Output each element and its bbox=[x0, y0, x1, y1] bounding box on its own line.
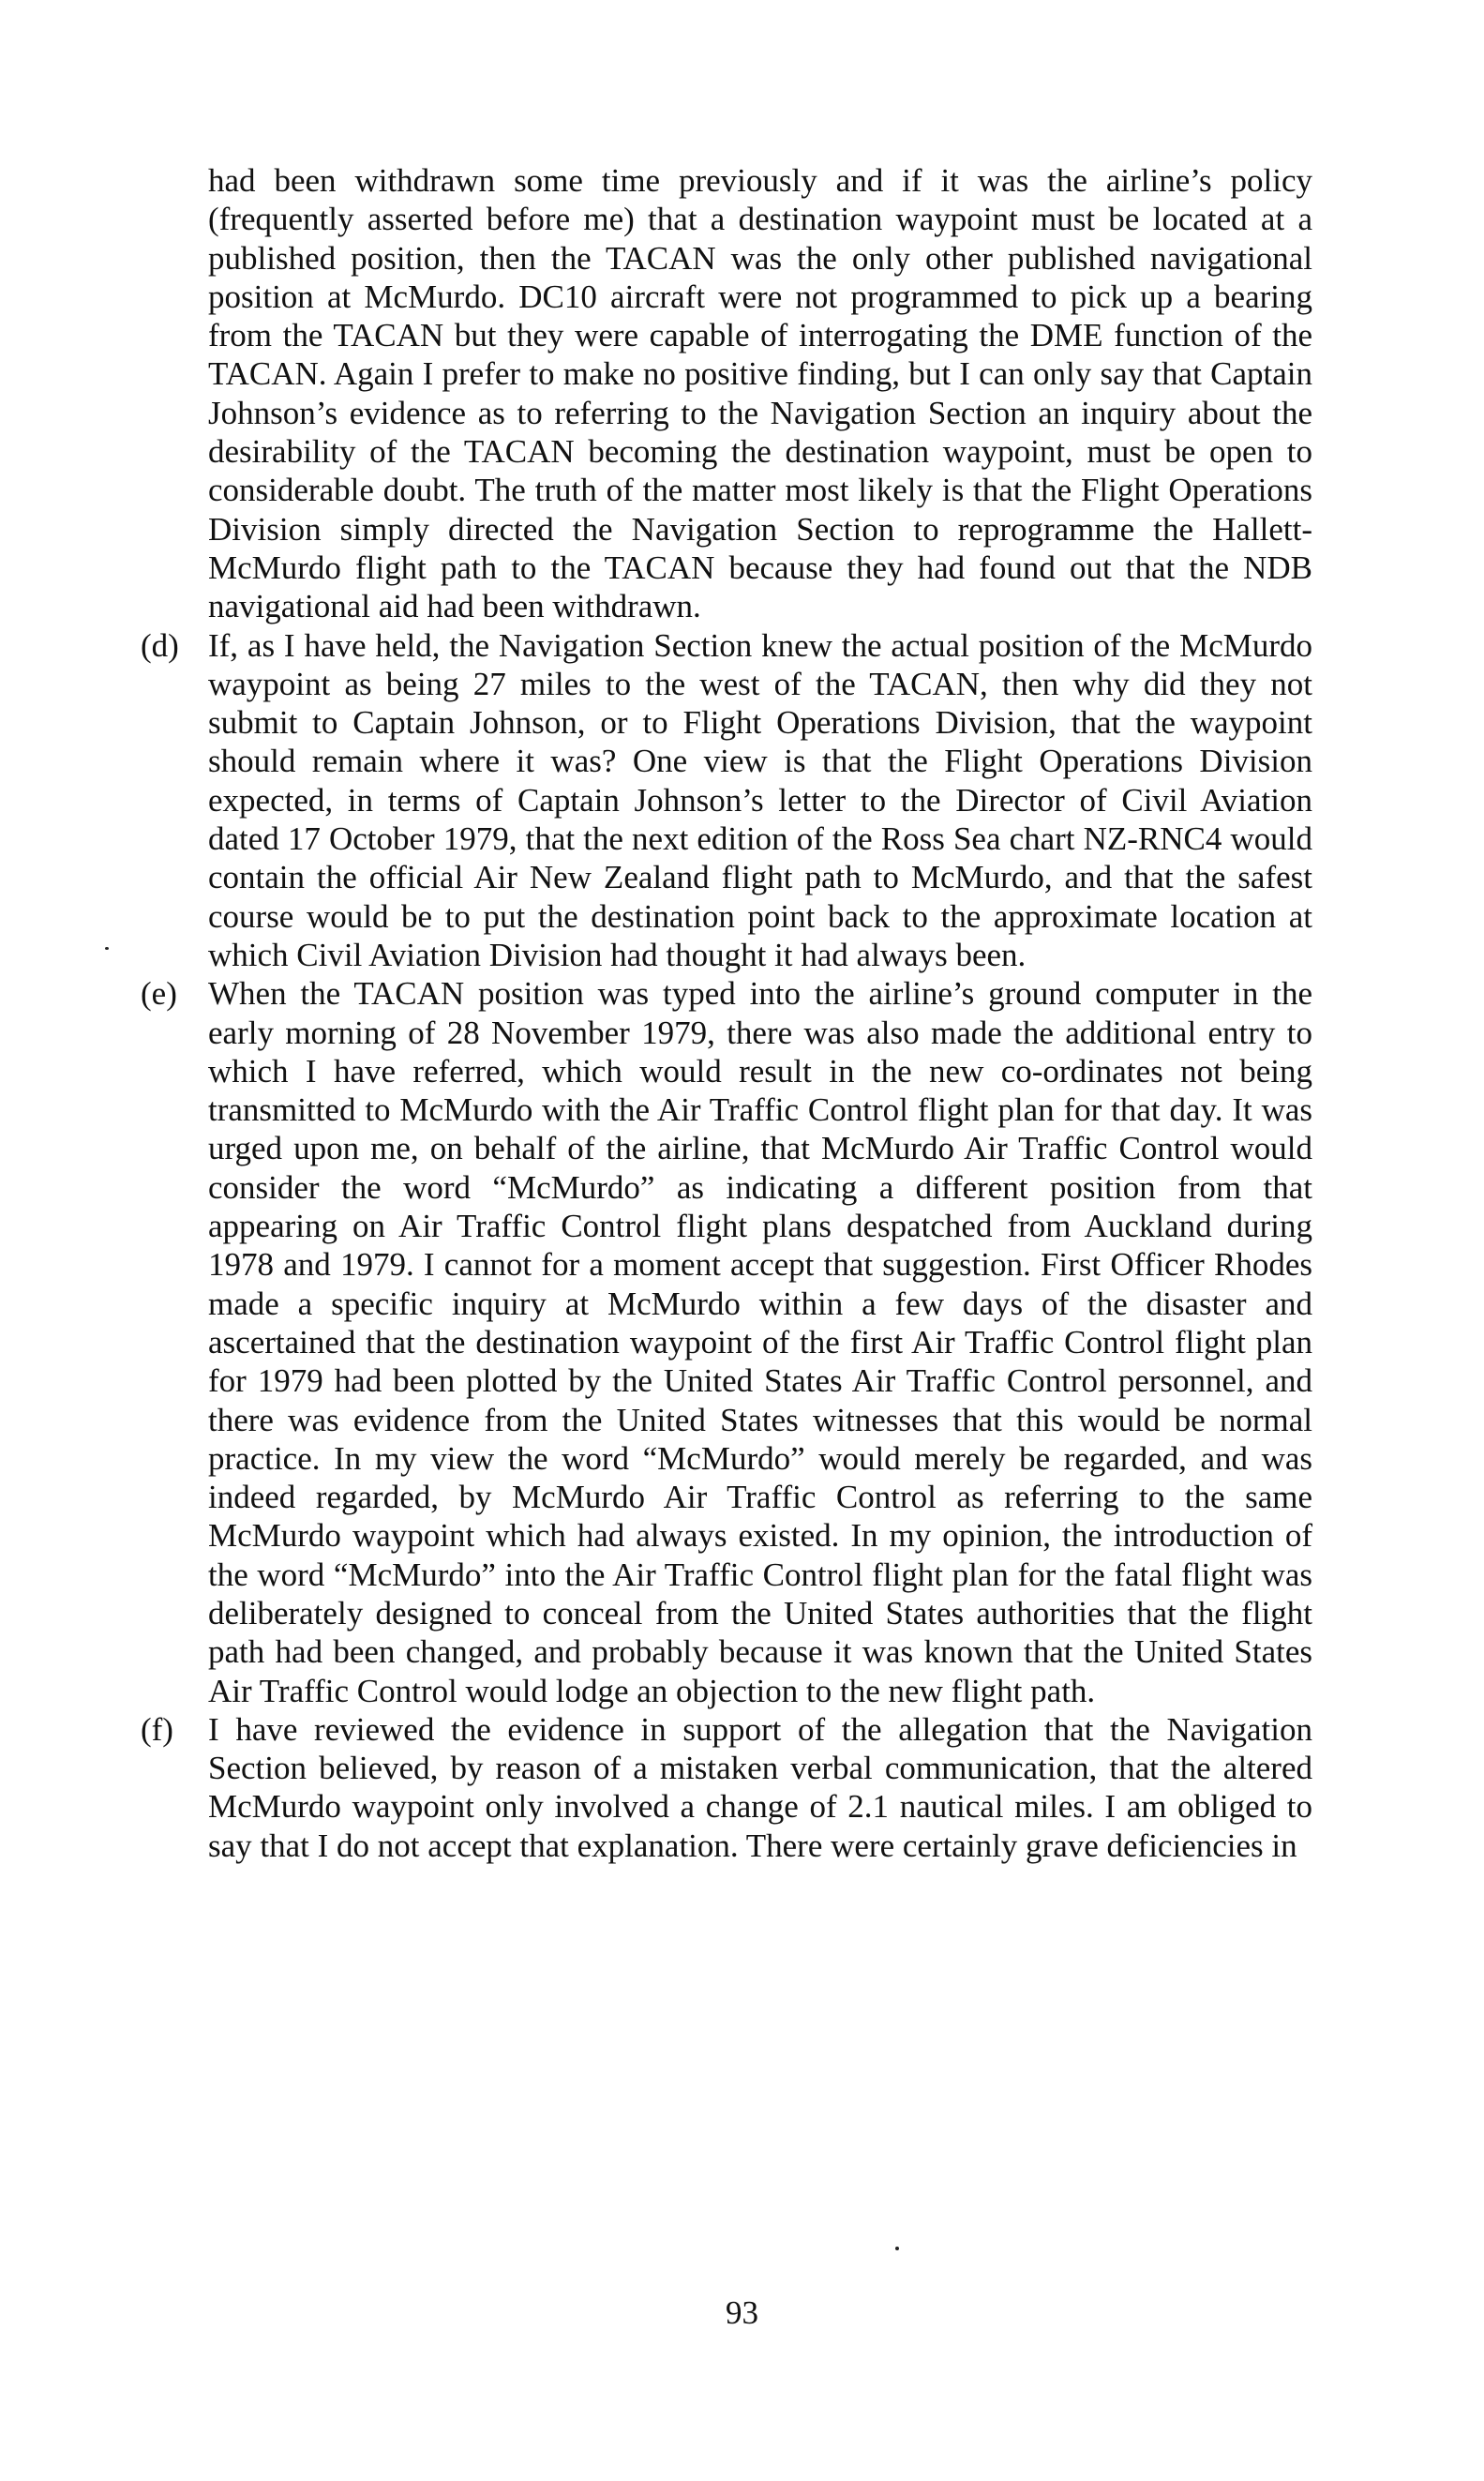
item-text: When the TACAN position was typed into the airline’s ground computer in the early morning of 28 November 1979, there was also made the additional entry to which I have referred, which would result in the new co-ordinates not being transmitted to McMurdo with the Air Traffic Control flight plan for that day. It was urged upon me, on behalf of the airline, that McMurdo Air Traffic Control would consider the word “McMurdo” as indicating a different position from that appearing on Air Traffic Control flight plans despatched from Auckland during 1978 and 1979. I cannot for a moment accept that suggestion. First Officer Rhodes made a specific inquiry at McMurdo within a few days of the disaster and ascertained that the destination waypoint of the first Air Traffic Control flight plan for 1979 had been plotted by the United States Air Traffic Control personnel, and there was evidence from the United States witnesses that this would be normal practice. In my view the word “McMurdo” would merely be regarded, and was indeed regarded, by McMurdo Air Traffic Control as referring to the same McMurdo waypoint which had always existed. In my opinion, the introduction of the word “McMurdo” into the Air Traffic Control flight plan for the fatal flight was deliberately designed to conceal from the United States authorities that the flight path had been changed, and probably because it was known that the United States Air Traffic Control would lodge an objection to the new flight path. bbox=[208, 975, 1312, 1709]
list-item-e bbox=[141, 974, 1312, 1710]
item-label: (e) bbox=[141, 975, 177, 1013]
list-item-f bbox=[141, 1710, 1312, 1865]
body-text bbox=[141, 161, 1312, 1865]
item-text: I have reviewed the evidence in support of the allegation that the Navigation Section believed, by reason of a mistaken verbal communication, that the altered McMurdo waypoint only involved a change of 2.1 nautical miles. I am obliged to say that I do not accept that explanation. There were certainly grave deficiencies in bbox=[208, 1710, 1312, 1864]
list-item-d bbox=[141, 626, 1312, 975]
item-label: (d) bbox=[141, 626, 179, 664]
item-text: If, as I have held, the Navigation Section knew the actual position of the McMurdo waypoint as being 27 miles to the west of the TACAN, then why did they not submit to Captain Johnson, or to Flight Operations Division, that the waypoint should remain where it was? One view is that the Flight Operations Division expected, in terms of Captain Johnson’s letter to the Director of Civil Aviation dated 17 October 1979, that the next edition of the Ross Sea chart NZ-RNC4 would contain the official Air New Zealand flight path to McMurdo, and that the safest course would be to put the destination point back to the approximate location at which Civil Aviation Division had thought it had always been. bbox=[208, 626, 1312, 973]
continuation-paragraph: had been withdrawn some time previously and if it was the airline’s policy (frequently asserted before me) that a destination waypoint must be located at a published position, then the TACAN was the only other published navigational position at McMurdo. DC10 aircraft were not programmed to pick up a bearing from the TACAN but they were capable of interrogating the DME function of the TACAN. Again I prefer to make no positive finding, but I can only say that Captain Johnson’s evidence as to referring to the Navigation Section an inquiry about the desirability of the TACAN becoming the destination waypoint, must be open to considerable doubt. The truth of the matter most likely is that the Flight Operations Division simply directed the Navigation Section to reprogramme the Hallett-McMurdo flight path to the TACAN because they had found out that the NDB navigational aid had been withdrawn. bbox=[208, 162, 1312, 625]
page-number: 93 bbox=[726, 2294, 758, 2331]
scan-speck bbox=[105, 947, 109, 950]
item-label: (f) bbox=[141, 1710, 173, 1748]
scan-speck bbox=[895, 2247, 899, 2250]
